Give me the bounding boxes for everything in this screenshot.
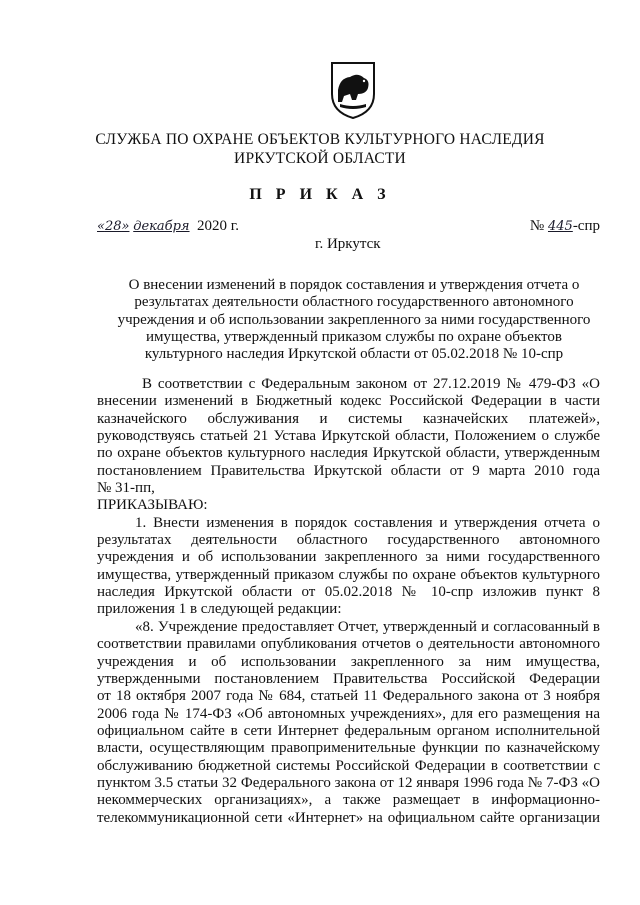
coat-of-arms-icon xyxy=(328,60,378,120)
subject-line: учреждения и об использовании закрепленного за ними государственного xyxy=(117,311,591,328)
date-mid: » xyxy=(121,219,130,234)
item1-line: 1. Внести изменения в порядок составления и утверждения отчета о xyxy=(135,514,600,531)
city: г. Иркутск xyxy=(315,236,381,252)
order-word: ПРИКАЗЫВАЮ: xyxy=(97,497,208,514)
quote-line: телекоммуникационной сети «Интернет» на официальном сайте организации xyxy=(97,809,600,826)
agency-name-line-2: ИРКУТСКОЙ ОБЛАСТИ xyxy=(234,150,406,167)
preamble-line: внесении изменений в Бюджетный кодекс Российской Федерации в части xyxy=(97,393,600,410)
quote-line: «8. Учреждение предоставляет Отчет, утвержденный и согласованный в xyxy=(135,618,600,635)
quote-line: некоммерческих организациях», а также размещает в информационно- xyxy=(97,792,600,809)
number-value: 445 xyxy=(547,219,573,234)
quote-line: учреждения и об использовании закрепленного за ним имущества, xyxy=(97,653,600,670)
order-body xyxy=(97,376,600,827)
number-suffix: -спр xyxy=(572,218,600,234)
order-date xyxy=(97,218,239,235)
item1-line: приложения 1 в следующей редакции: xyxy=(97,601,342,618)
quote-line: соответствии правилами опубликования отчетов о деятельности автономного xyxy=(97,636,600,653)
preamble-line: казначейского обслуживания и системы казначейских платежей», xyxy=(97,410,600,427)
preamble-line: В соответствии с Федеральным законом от 27.12.2019 № 479-ФЗ «О xyxy=(142,376,600,392)
preamble-line: постановлением Правительства Иркутской области от 9 марта 2010 года xyxy=(97,462,600,479)
date-month: декабря xyxy=(133,219,190,234)
quote-line: обслуживанию бюджетной системы Российской Федерации в соответствии с xyxy=(97,757,600,774)
date-year: 2020 г. xyxy=(197,218,240,234)
preamble-line: по охране объектов культурного наследия Иркутской области, утвержденным xyxy=(97,445,600,462)
preamble-line: руководствуясь статьей 21 Устава Иркутской области, Положением о службе xyxy=(97,428,600,445)
item1-line: наследия Иркутской области от 05.02.2018 № 10-спр изложив пункт 8 xyxy=(97,584,600,601)
number-prefix: № xyxy=(529,218,545,234)
date-day: 28 xyxy=(104,219,122,234)
quote-line: официальном сайте в сети Интернет федеральным органом исполнительной xyxy=(97,722,600,739)
item1-line: учреждения и об использовании закрепленного за ними государственного xyxy=(97,549,600,566)
subject-line: культурного наследия Иркутской области от 05.02.2018 № 10-спр xyxy=(144,346,564,363)
quote-line: утвержденными постановлением Правительства Российской Федерации xyxy=(97,670,600,687)
preamble-line: № 31-пп, xyxy=(97,480,155,497)
agency-name-line-1: СЛУЖБА ПО ОХРАНЕ ОБЪЕКТОВ КУЛЬТУРНОГО НАСЛЕДИЯ xyxy=(95,131,545,148)
quote-line: пунктом 3.5 статьи 32 Федерального закона от 12 января 1996 года № 7-ФЗ «О xyxy=(97,774,600,791)
document-type: П Р И К А З xyxy=(249,186,391,203)
order-subject xyxy=(108,277,600,363)
order-number xyxy=(530,218,600,235)
date-prefix: « xyxy=(97,219,105,234)
quote-line: от 18 октября 2007 года № 684, статьей 11 Федерального закона от 3 ноября xyxy=(97,688,600,705)
subject-line: имущества, утвержденный приказом службы по охране объектов xyxy=(146,328,562,345)
subject-line: результатах деятельности областного государственного автономного xyxy=(134,294,574,311)
item1-line: имущества, утвержденный приказом службы по охране объектов культурного xyxy=(97,566,600,583)
subject-line: О внесении изменений в порядок составления и утверждения отчета о xyxy=(128,277,580,293)
quote-line: власти, осуществляющим правоприменительные функции по казначейскому xyxy=(97,740,600,757)
quote-line: 2006 года № 174-ФЗ «Об автономных учреждениях», для его размещения на xyxy=(97,705,600,722)
item1-line: результатах деятельности областного государственного автономного xyxy=(97,532,600,549)
